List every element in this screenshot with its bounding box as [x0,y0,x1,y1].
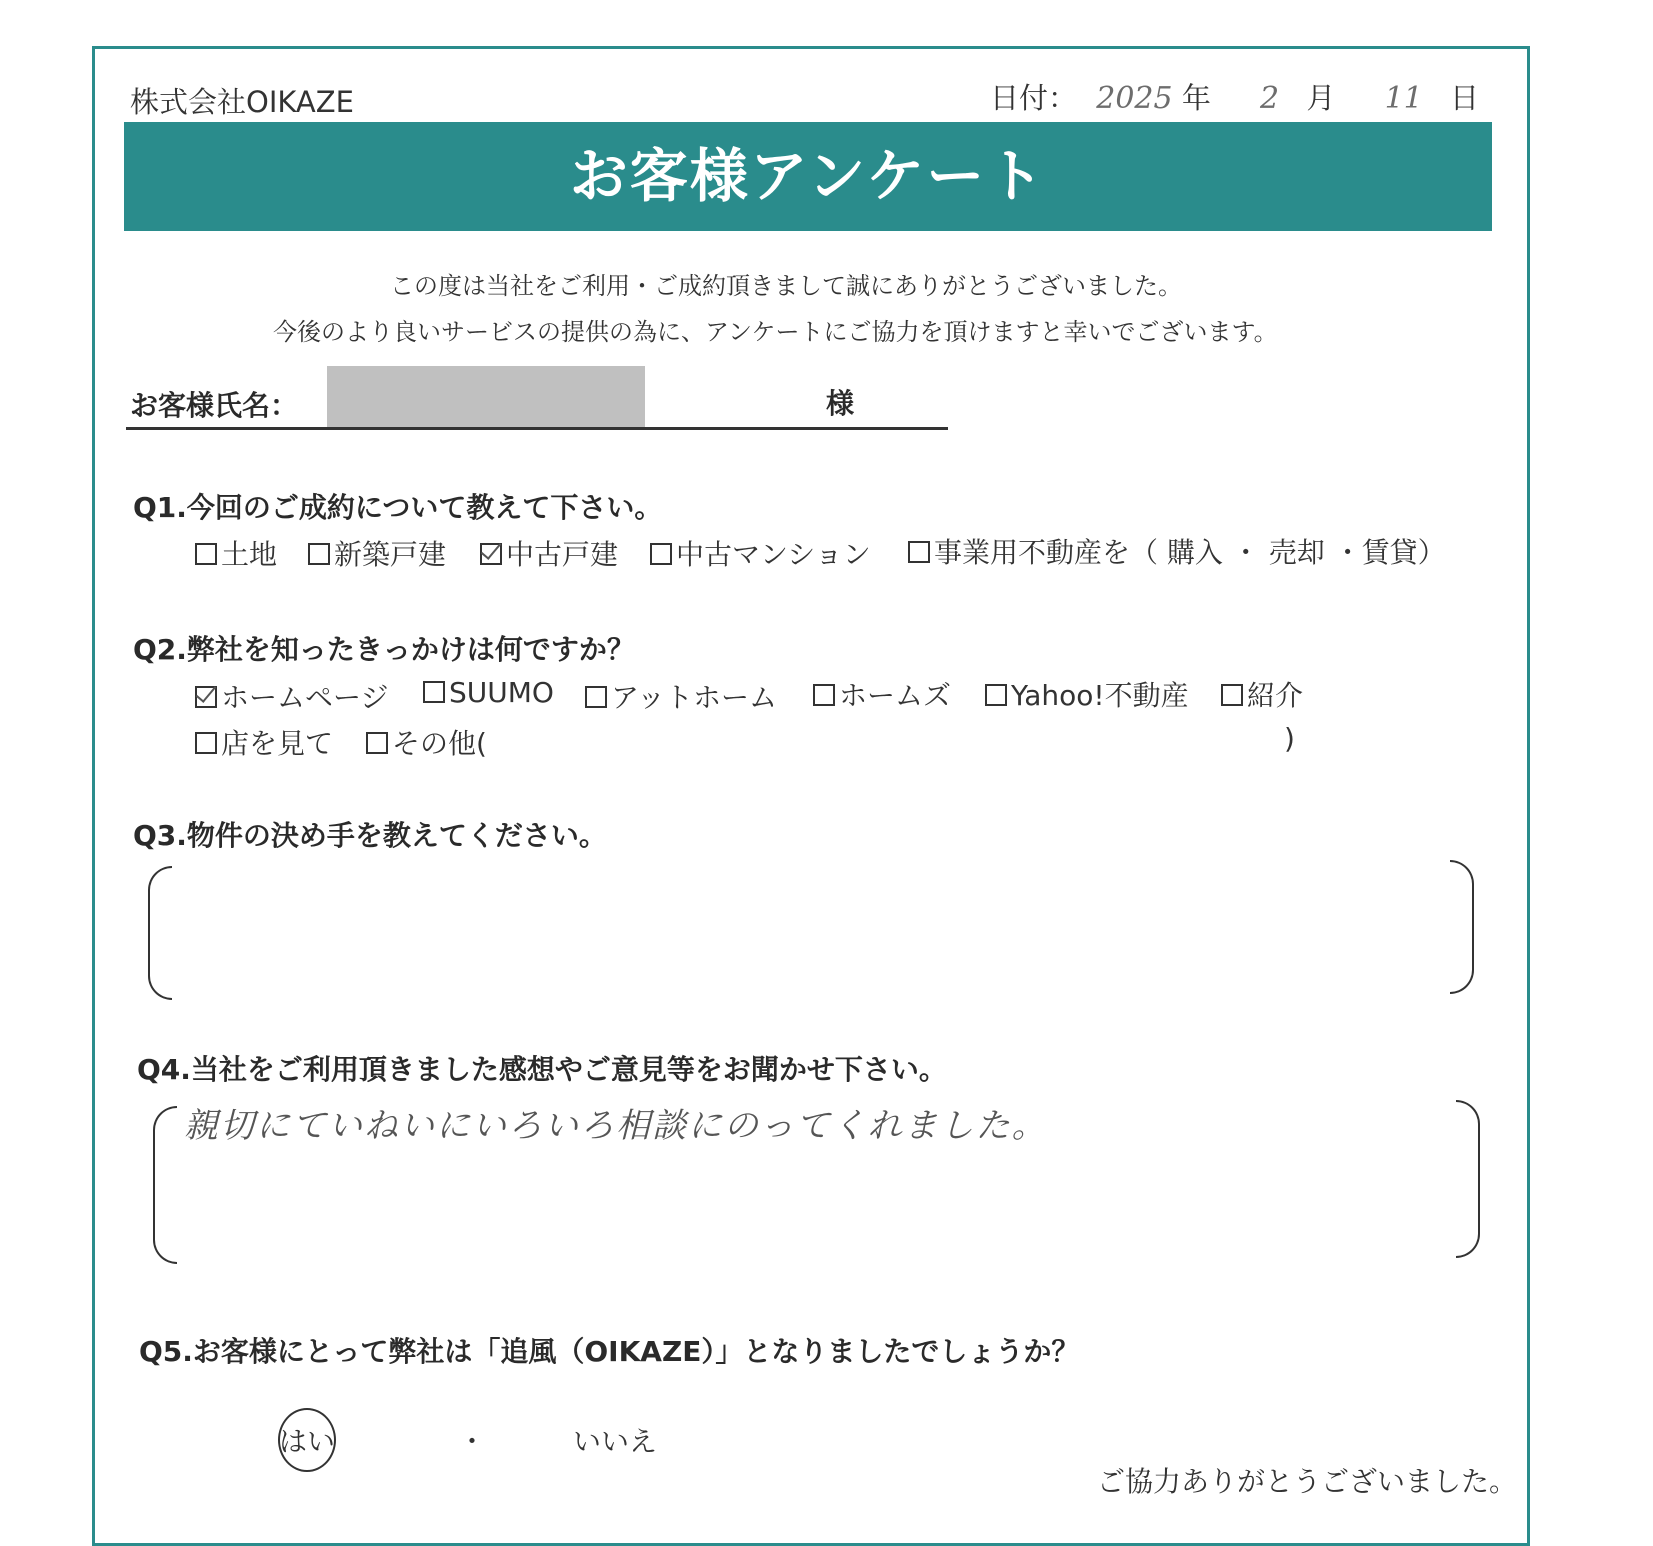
q2-option-athome[interactable] [585,676,777,716]
survey-title: お客様アンケート [124,122,1492,231]
option-label: その他( [392,727,487,760]
option-label: ホームズ [839,679,952,712]
intro-line-2: 今後のより良いサービスの提供の為に、アンケートにご協力を頂けますと幸いでございます。 [273,318,1278,346]
checkbox[interactable] [423,681,445,703]
q4-bracket-right [1456,1100,1480,1258]
q5-separator: ・ [458,1425,487,1458]
checkbox[interactable] [650,543,672,565]
checkbox[interactable] [985,684,1007,706]
day-unit: 日 [1450,81,1480,115]
q5-question: Q5.お客様にとって弊社は「追風（OIKAZE）」となりましたでしょうか？ [139,1335,1080,1368]
year-unit: 年 [1181,81,1211,115]
checkbox[interactable] [366,732,388,754]
q2-question: Q2.弊社を知ったきっかけは何ですか？ [133,633,635,666]
q2-option-other[interactable] [366,722,487,762]
month-unit: 月 [1306,81,1336,115]
option-label: ホームページ [221,681,389,714]
checkbox[interactable] [195,732,217,754]
q3-bracket-left [148,866,172,1000]
checkbox[interactable] [308,543,330,565]
q1-question: Q1.今回のご成約について教えて下さい。 [133,491,663,524]
checkbox[interactable] [908,541,930,563]
q1-option-new-house[interactable] [308,533,446,573]
q1-option-used-house[interactable] [480,533,618,573]
option-label: Yahoo!不動産 [1011,679,1189,712]
name-underline [126,427,948,430]
q5-no[interactable]: いいえ [573,1425,658,1458]
company-name: 株式会社OIKAZE [130,85,354,119]
checkbox[interactable] [813,684,835,706]
q3-bracket-right [1450,860,1474,994]
option-label: アットホーム [611,681,778,714]
checkbox[interactable] [195,543,217,565]
date-month: 2 [1260,81,1280,116]
date-field [990,76,1479,117]
name-suffix: 様 [826,387,855,420]
thanks-message: ご協力ありがとうございました。 [1097,1465,1518,1498]
customer-name-label: お客様氏名： [130,389,299,422]
q5-yes-circle-mark [278,1408,336,1472]
q4-bracket-left [153,1106,177,1264]
q4-answer[interactable]: 親切にていねいにいろいろ相談にのってくれました。 [184,1106,1048,1146]
option-label: SUUMO [449,676,554,709]
q1-option-used-mansion[interactable] [650,533,871,573]
q5-yes[interactable]: はい [279,1425,336,1458]
checkbox-checked[interactable] [480,543,502,565]
q2-option-referral[interactable] [1221,674,1303,714]
date-year: 2025 [1096,81,1173,116]
option-label: 店を見て [221,727,334,760]
q1-option-business-property[interactable] [908,531,1446,571]
q2-other-close-paren: ) [1284,722,1295,755]
q2-option-suumo[interactable] [423,676,554,709]
q2-option-homepage[interactable] [195,676,388,716]
option-label: 中古マンション [676,538,871,571]
checkbox-checked[interactable] [195,686,217,708]
q3-question: Q3.物件の決め手を教えてください。 [133,819,607,852]
q2-option-yahoo[interactable] [985,674,1189,714]
date-day: 11 [1384,81,1423,116]
option-label: 土地 [221,538,278,571]
q1-option-land[interactable] [195,533,277,573]
redacted-name [327,366,645,428]
q2-option-store[interactable] [195,722,333,762]
option-label: 紹介 [1247,679,1304,712]
option-label: 中古戸建 [506,538,619,571]
q4-question: Q4.当社をご利用頂きました感想やご意見等をお聞かせ下さい。 [137,1053,947,1086]
date-prefix: 日付： [990,81,1078,115]
option-label: 事業用不動産を（ 購入 ・ 売却 ・賃貸） [934,536,1446,569]
checkbox[interactable] [1221,684,1243,706]
intro-line-1: この度は当社をご利用・ご成約頂きまして誠にありがとうございました。 [390,272,1182,300]
q2-option-homes[interactable] [813,674,951,714]
option-label: 新築戸建 [334,538,447,571]
checkbox[interactable] [585,686,607,708]
